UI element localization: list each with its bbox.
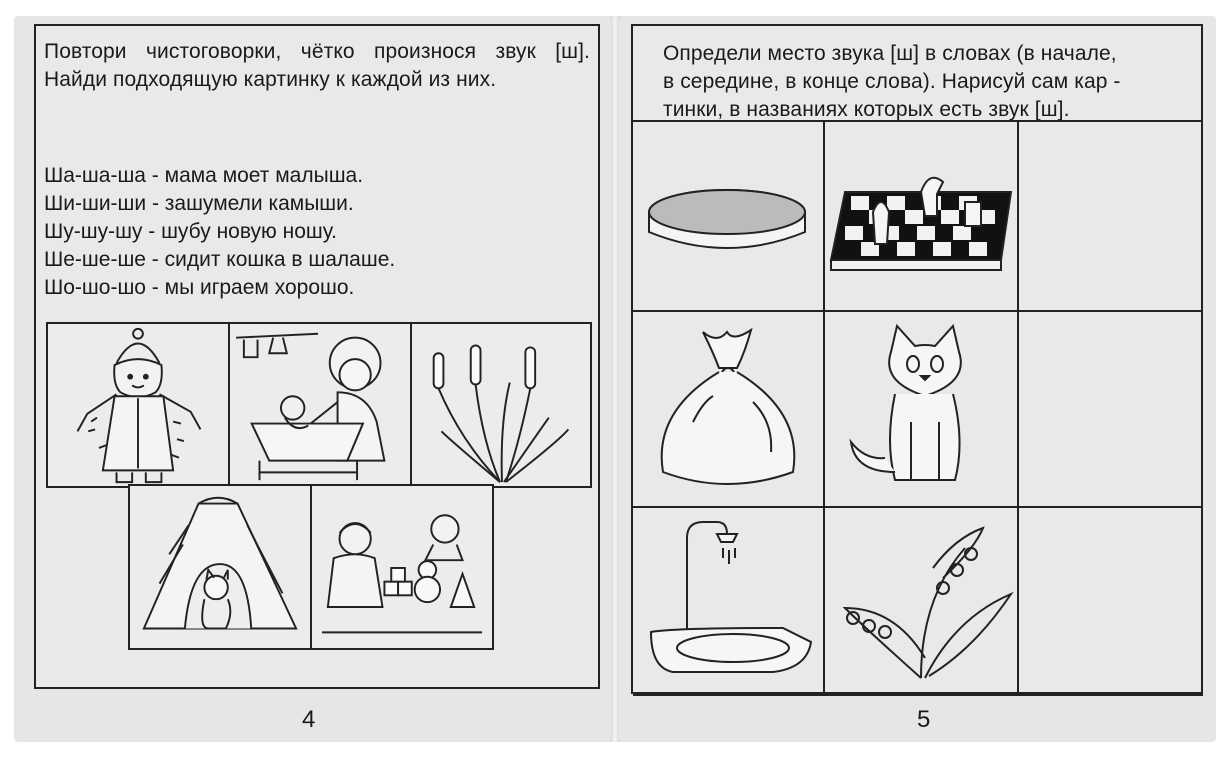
picture-grid <box>633 120 1203 694</box>
page-number: 4 <box>302 706 316 733</box>
tongue-twister-list <box>44 162 395 302</box>
child-fur-coat-icon <box>48 324 228 486</box>
task-line: тинки, в названиях которых есть звук [ш]. <box>663 98 1070 121</box>
task-line: Определи место звука [ш] в словах (в начале, <box>663 42 1117 65</box>
lily-of-the-valley-picture[interactable] <box>825 508 1019 696</box>
lily-of-the-valley-icon <box>825 508 1017 694</box>
child-in-fur-coat-picture[interactable] <box>46 322 230 488</box>
washer-icon <box>633 122 823 310</box>
rhyme-line: Ши-ши-ши - зашумели камыши. <box>44 192 354 215</box>
cat-hut-icon <box>130 486 310 648</box>
page-number: 5 <box>917 706 931 733</box>
empty-drawing-cell[interactable] <box>1019 122 1203 312</box>
cat-in-hut-picture[interactable] <box>128 484 312 650</box>
children-toys-icon <box>312 486 492 648</box>
rhyme-line: Шу-шу-шу - шубу новую ношу. <box>44 220 337 243</box>
empty-drawing-cell[interactable] <box>1019 312 1203 508</box>
mother-washing-baby-picture[interactable] <box>228 322 412 488</box>
left-task-text: Повтори чистоговорки, чётко произнося звук [ш]. Найди подходящую картинку к каждой из них. <box>44 40 590 91</box>
chess-board-icon <box>825 122 1017 310</box>
right-page-frame <box>631 24 1203 694</box>
shower-bath-icon <box>633 508 823 694</box>
cat-icon <box>825 312 1017 506</box>
reeds-icon <box>412 324 590 486</box>
rhyme-line: Ша-ша-ша - мама моет малыша. <box>44 164 364 187</box>
mother-baby-bath-icon <box>230 324 410 486</box>
empty-drawing-cell[interactable] <box>1019 508 1203 696</box>
left-page <box>14 16 611 742</box>
left-page-frame <box>34 24 600 689</box>
sack-picture[interactable] <box>633 312 825 508</box>
shower-bath-picture[interactable] <box>633 508 825 696</box>
cat-picture[interactable] <box>825 312 1019 508</box>
right-task-text <box>663 40 1193 124</box>
task-line: в середине, в конце слова). Нарисуй сам кар - <box>663 70 1121 93</box>
sack-icon <box>633 312 823 506</box>
rhyme-line: Ше-ше-ше - сидит кошка в шалаше. <box>44 248 396 271</box>
right-page <box>619 16 1216 742</box>
chess-board-picture[interactable] <box>825 122 1019 312</box>
reeds-picture[interactable] <box>410 322 592 488</box>
rhyme-line: Шо-шо-шо - мы играем хорошо. <box>44 276 355 299</box>
children-playing-toys-picture[interactable] <box>310 484 494 650</box>
washer-picture[interactable] <box>633 122 825 312</box>
